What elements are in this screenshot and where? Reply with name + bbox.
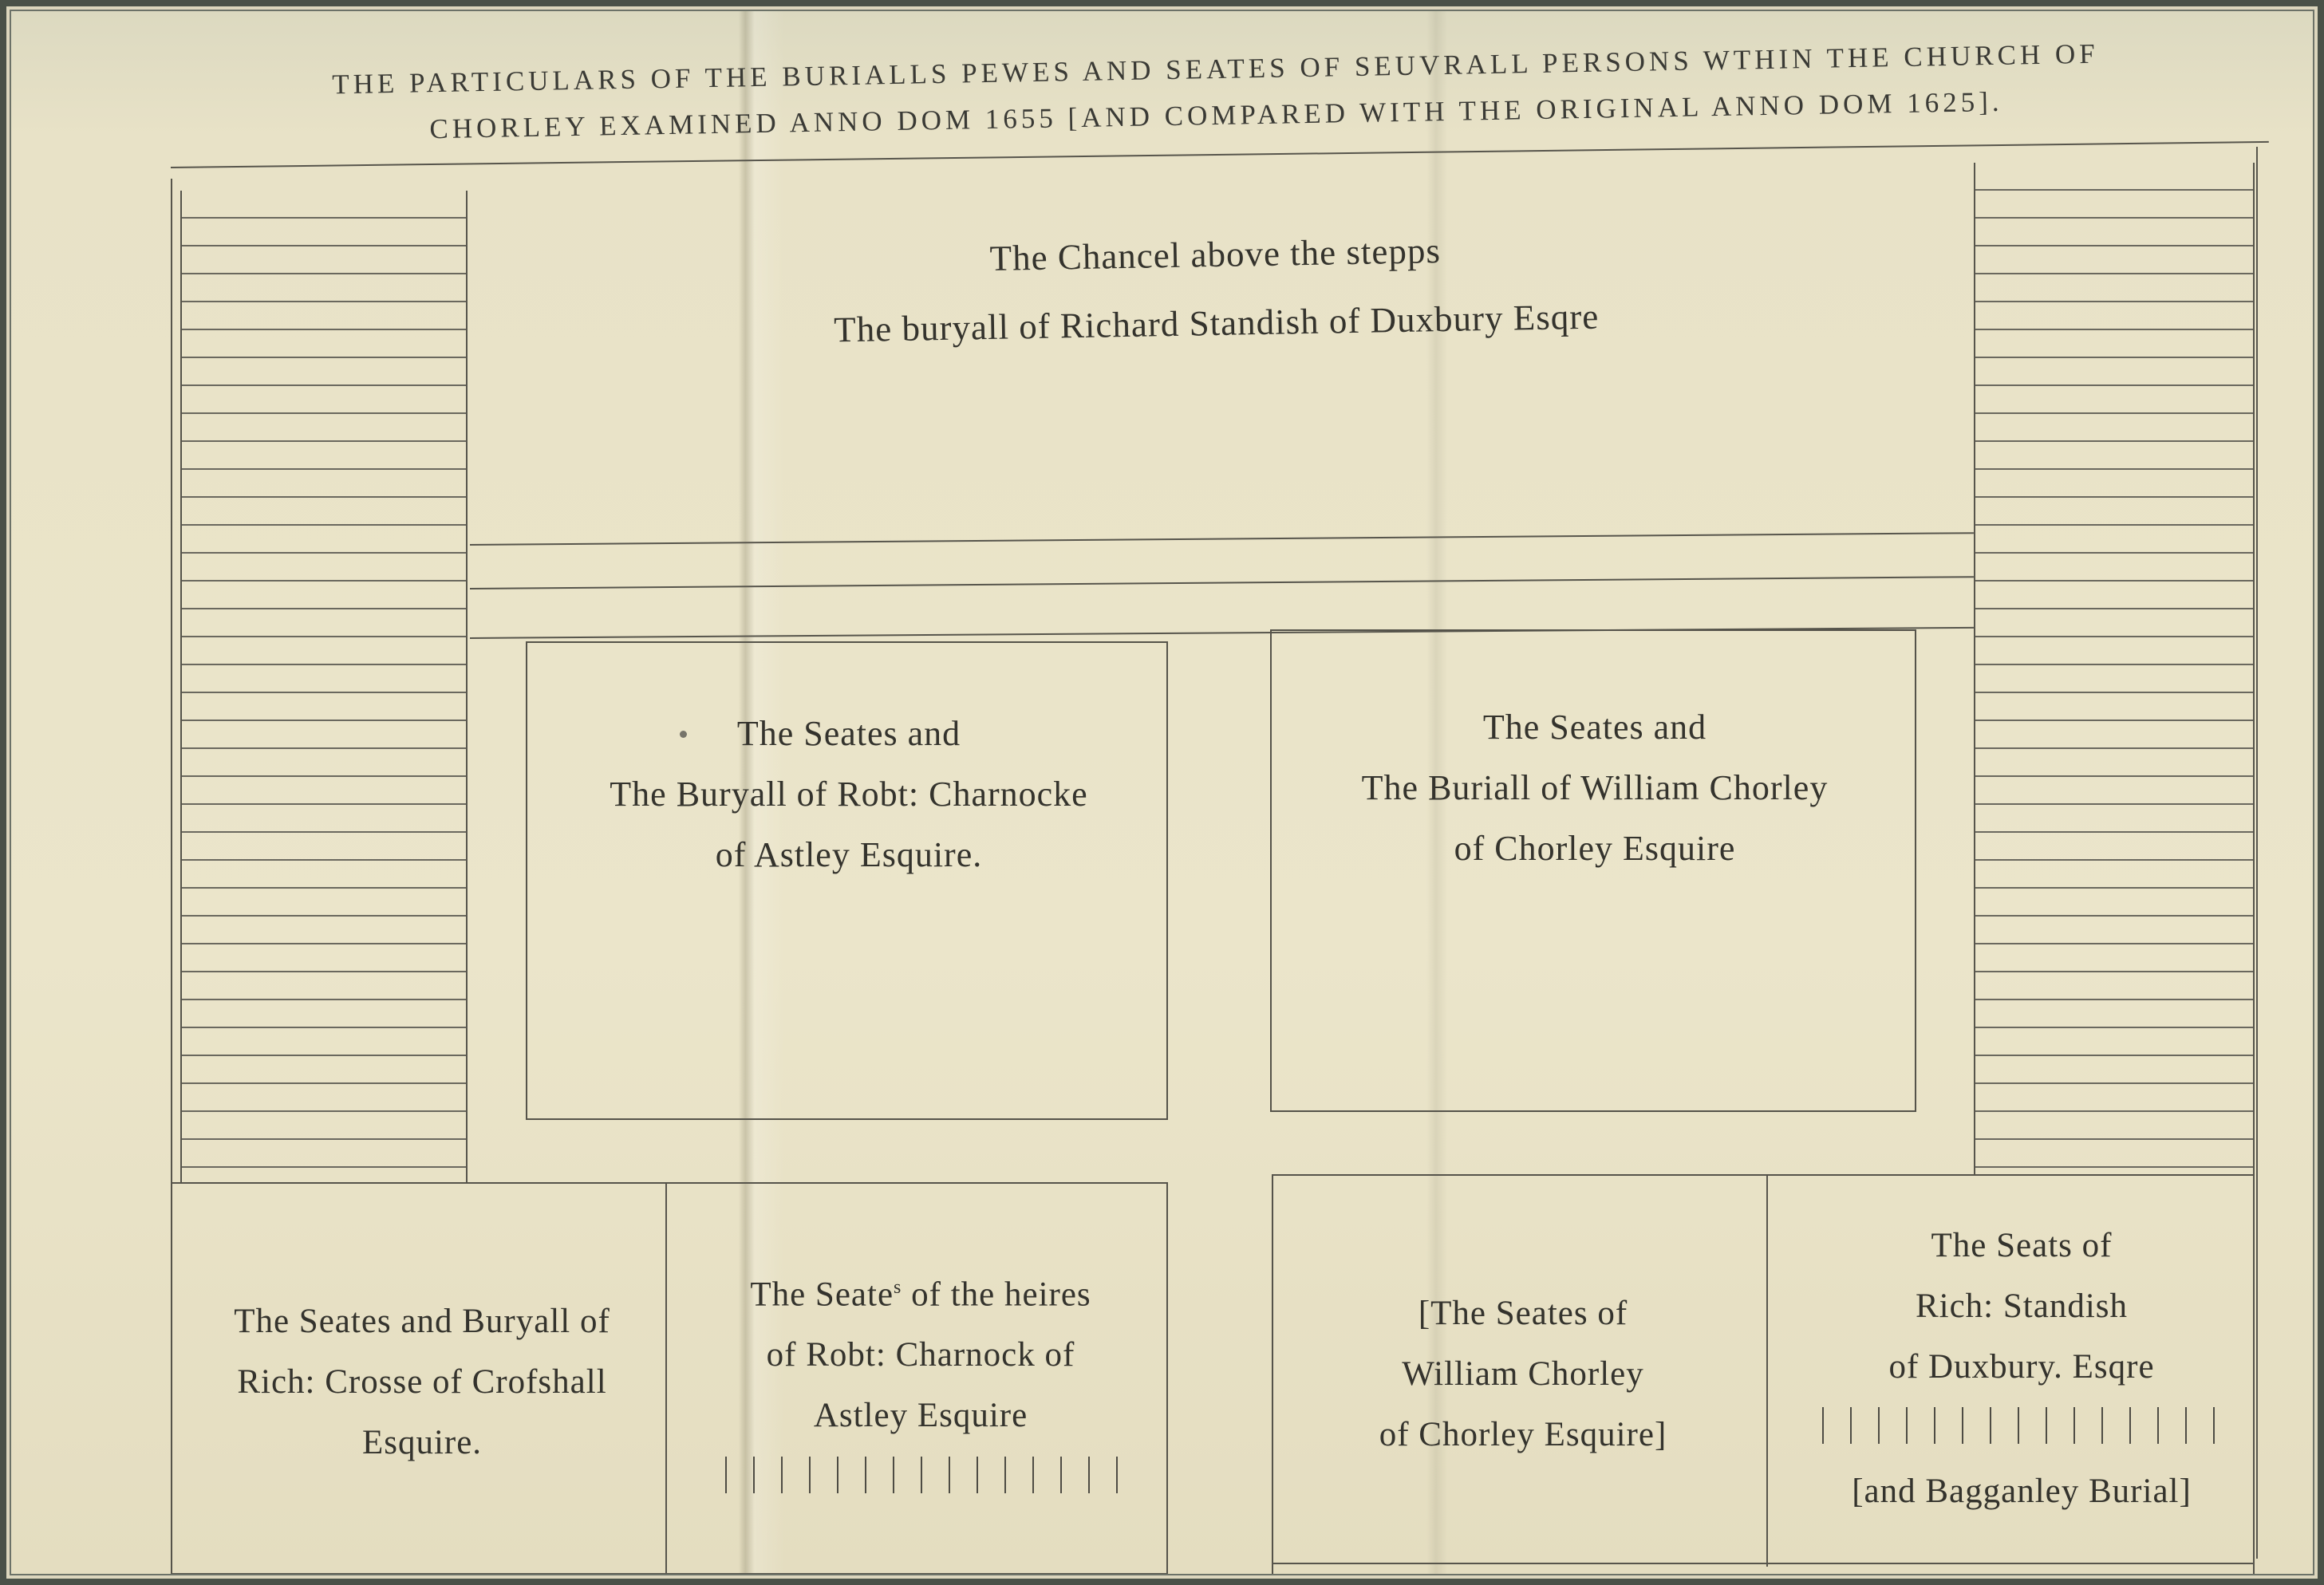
standish-line-2: Rich: Standish xyxy=(1915,1287,2129,1325)
lower-right-divider xyxy=(1766,1176,1768,1567)
lower-right-bottom-line xyxy=(1272,1563,2255,1564)
chorley-seats-line-2: William Chorley xyxy=(1402,1355,1644,1393)
lower-left-bottom-line xyxy=(171,1573,1168,1574)
standish-note xyxy=(1782,1461,2261,1522)
heires-line-1 xyxy=(673,1257,1168,1325)
heires-label xyxy=(673,1257,1168,1446)
document-title xyxy=(194,29,2238,157)
chorley-line-1: The Seates and xyxy=(1482,708,1707,747)
charnocke-line-2: The Buryall of Robt: Charnocke xyxy=(610,775,1088,814)
chancel-right-line xyxy=(1974,163,1975,1176)
crosse-line-2: Rich: Crosse of Crofshall xyxy=(237,1363,607,1401)
title-line-2: CHORLEY EXAMINED ANNO DOM 1655 [AND COMPARED WITH THE ORIGINAL ANNO DOM 1625]. xyxy=(429,85,2003,145)
charnocke-label xyxy=(542,704,1156,885)
document-page xyxy=(11,11,2313,1574)
crosse-line-1: The Seates and Buryall of xyxy=(234,1303,610,1340)
chorley-line-3: of Chorley Esquire xyxy=(1454,829,1736,868)
chorley-seats-line-3: of Chorley Esquire] xyxy=(1379,1416,1667,1453)
chorley-label xyxy=(1288,697,1902,879)
charnocke-line-1: The Seates and xyxy=(736,714,961,753)
crosse-label xyxy=(179,1291,665,1473)
chorley-seats-line-1: [The Seates of xyxy=(1418,1295,1628,1332)
chancel-left-line xyxy=(466,191,468,1184)
chancel-step-line-1 xyxy=(470,532,1974,546)
standish-line-3: of Duxbury. Esqre xyxy=(1888,1348,2155,1386)
standish-label xyxy=(1782,1216,2261,1398)
lower-left-divider xyxy=(665,1184,667,1574)
left-pew-column xyxy=(180,191,468,1184)
heires-pew-ticks xyxy=(725,1457,1132,1493)
chancel-line-1: The Chancel above the stepps xyxy=(989,231,1442,278)
right-pew-column xyxy=(1974,163,2255,1176)
chorley-line-2: The Buriall of William Chorley xyxy=(1361,768,1829,807)
chancel-line-2: The buryall of Richard Standish of Duxbury Esqre xyxy=(833,296,1600,350)
heires-line-1-pre: The Seate xyxy=(750,1275,894,1314)
chancel-label xyxy=(673,211,1760,367)
heires-line-1-post: of the heires xyxy=(902,1275,1091,1314)
crosse-line-3: Esquire. xyxy=(361,1424,483,1461)
title-line-1: THE PARTICULARS OF THE BURIALLS PEWES AND SEATES OF SEUVRALL PERSONS WTHIN THE CHURCH OF xyxy=(331,37,2099,101)
standish-line-1: The Seats of xyxy=(1931,1227,2113,1264)
chorley-seats-label xyxy=(1288,1283,1758,1465)
standish-pew-ticks xyxy=(1822,1407,2237,1444)
standish-line-4: [and Bagganley Burial] xyxy=(1852,1473,2192,1510)
heires-line-1-sup: s xyxy=(894,1277,902,1298)
heires-line-3: Astley Esquire xyxy=(813,1397,1028,1435)
chancel-step-line-2 xyxy=(470,576,1974,589)
outer-left-line xyxy=(171,179,172,1184)
heires-line-2: of Robt: Charnock of xyxy=(766,1336,1075,1374)
charnocke-line-3: of Astley Esquire. xyxy=(715,835,983,874)
